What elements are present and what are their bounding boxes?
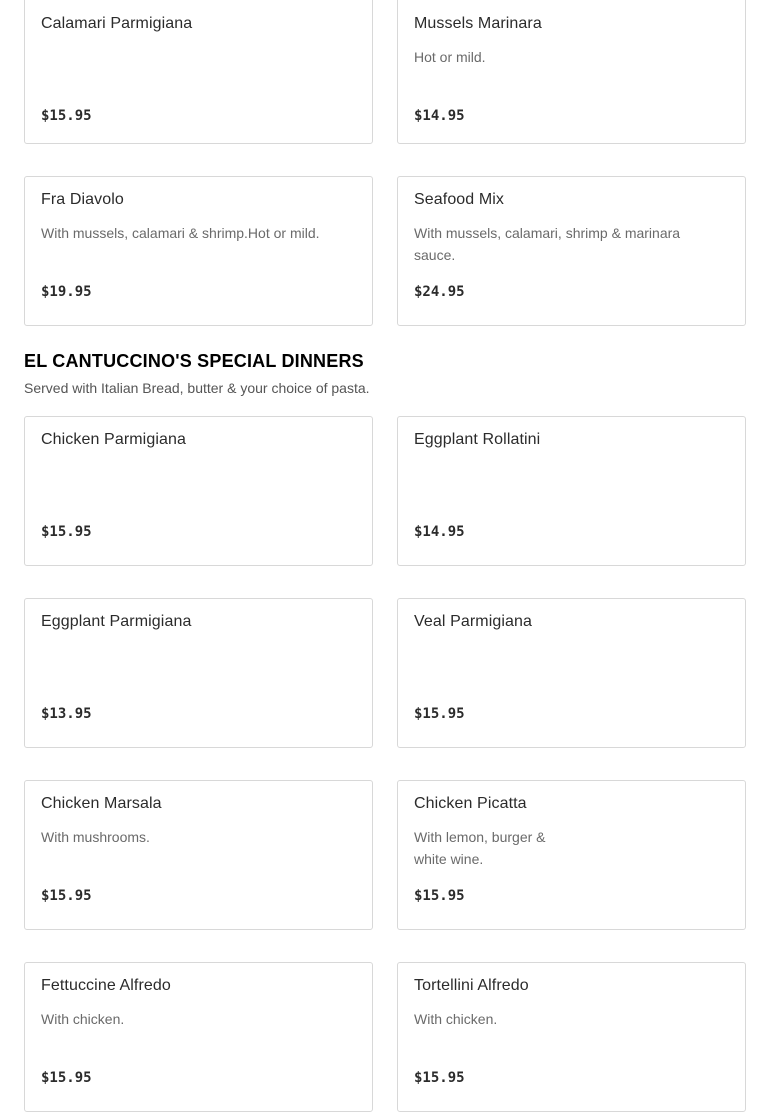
menu-item-card[interactable] [397, 0, 746, 144]
menu-item-name: Chicken Picatta [414, 795, 527, 812]
menu-item-name: Tortellini Alfredo [414, 977, 529, 994]
menu-item-card[interactable] [397, 416, 746, 566]
menu-item-card[interactable] [24, 962, 373, 1112]
menu-item-card[interactable] [397, 780, 746, 930]
menu-item-description: With mussels, calamari, shrimp & marinara sauce. [414, 225, 681, 263]
menu-item-price: $15.95 [41, 1070, 92, 1086]
menu-item-card[interactable] [397, 176, 746, 326]
section-title: EL CANTUCCINO'S SPECIAL DINNERS [24, 351, 364, 371]
menu-item-name: Seafood Mix [414, 191, 505, 208]
menu-item-price: $15.95 [414, 1070, 465, 1086]
menu-item-description: With mushrooms. [41, 829, 150, 845]
menu-item-description: With chicken. [414, 1011, 498, 1027]
menu-item-name: Eggplant Parmigiana [41, 613, 192, 630]
menu-item-name: Eggplant Rollatini [414, 431, 541, 448]
menu-item-card[interactable] [397, 962, 746, 1112]
menu-item-price: $24.95 [414, 284, 465, 300]
menu-item-card[interactable] [24, 598, 373, 748]
menu-item-description: With mussels, calamari & shrimp.Hot or mild. [41, 225, 320, 241]
menu-item-name: Calamari Parmigiana [41, 15, 193, 32]
menu-item-description: With lemon, burger & white wine. [414, 829, 546, 867]
menu-item-card[interactable] [24, 416, 373, 566]
menu-item-price: $13.95 [41, 706, 92, 722]
menu-item-card[interactable] [24, 780, 373, 930]
menu-item-description: Hot or mild. [414, 49, 486, 65]
menu-item-name: Chicken Marsala [41, 795, 162, 812]
menu-item-price: $19.95 [41, 284, 92, 300]
menu-item-price: $14.95 [414, 524, 465, 540]
menu-item-price: $14.95 [414, 108, 465, 124]
menu-item-price: $15.95 [41, 888, 92, 904]
menu-item-card[interactable] [24, 0, 373, 144]
menu-item-name: Chicken Parmigiana [41, 431, 186, 448]
section-subtitle: Served with Italian Bread, butter & your choice of pasta. [24, 380, 370, 396]
menu-item-name: Fra Diavolo [41, 191, 124, 208]
menu-item-price: $15.95 [41, 524, 92, 540]
menu-item-name: Fettuccine Alfredo [41, 977, 171, 994]
menu-item-card[interactable] [24, 176, 373, 326]
menu-item-description: With chicken. [41, 1011, 125, 1027]
menu-item-price: $15.95 [414, 888, 465, 904]
menu-item-name: Veal Parmigiana [414, 613, 533, 630]
menu-item-name: Mussels Marinara [414, 15, 542, 32]
menu-item-card[interactable] [397, 598, 746, 748]
menu-item-price: $15.95 [414, 706, 465, 722]
menu-item-price: $15.95 [41, 108, 92, 124]
